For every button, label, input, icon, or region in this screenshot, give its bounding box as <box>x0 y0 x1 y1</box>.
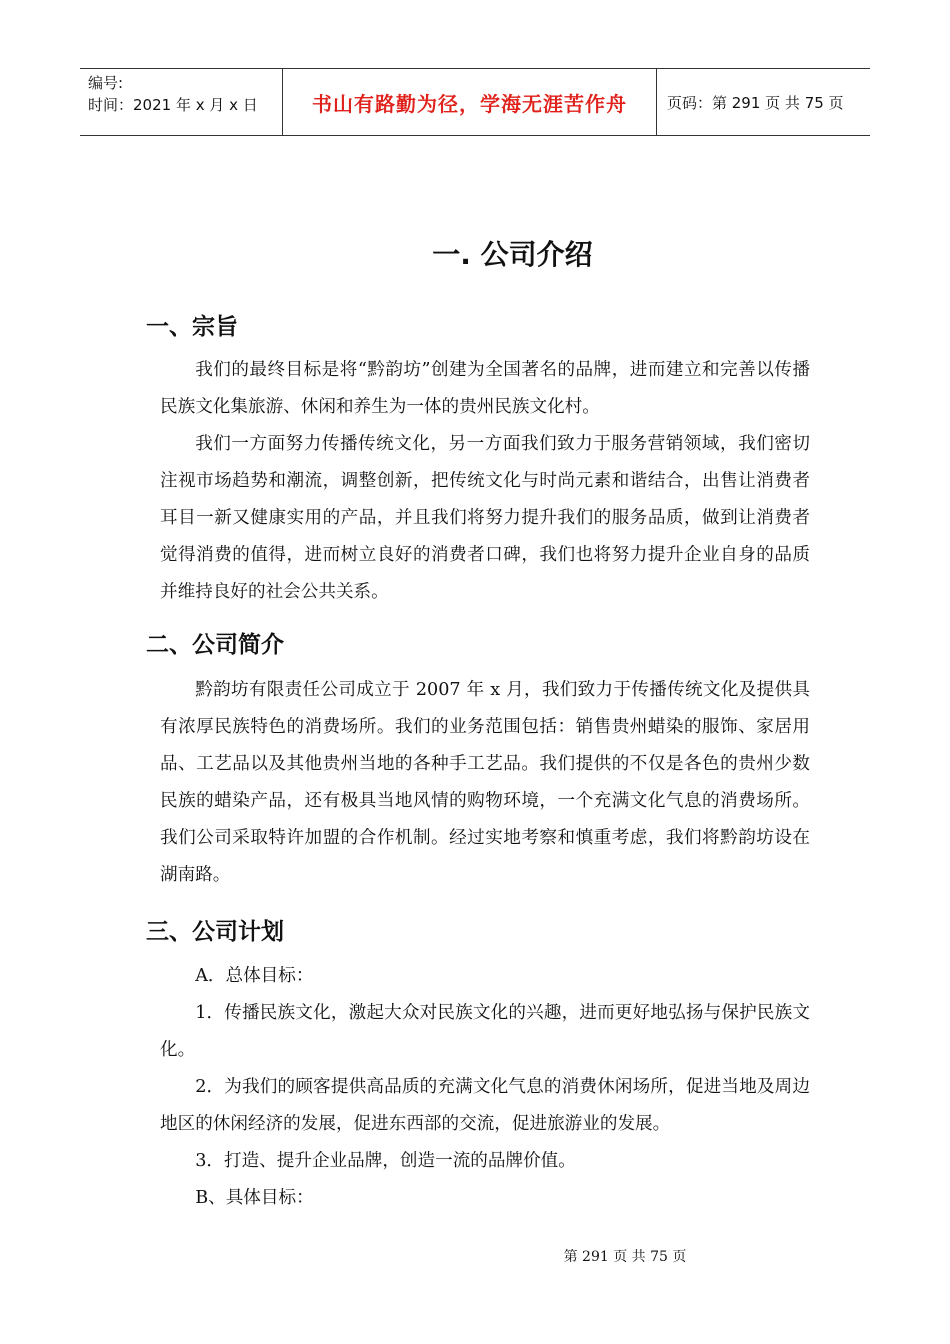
time-label: 时间：2021 年 x 月 x 日 <box>88 96 258 114</box>
header-page-code: 页码：第 291 页 共 75 页 <box>667 93 844 112</box>
header-motto: 书山有路勤为径，学海无涯苦作舟 <box>282 69 657 135</box>
section-heading-profile: 二、公司简介 <box>146 632 284 658</box>
section-heading-purpose: 一、宗旨 <box>146 314 238 340</box>
paragraph: 黔韵坊有限责任公司成立于 2007 年 x 月，我们致力于传播传统文化及提供具有浓厚民族特色的消费场所。我们的业务范围包括：销售贵州蜡染的服饰、家居用品、工艺品以及其他贵州当地的各种手工艺品。我们提供的不仅是各色的贵州少数民族的蜡染产品，还有极具当地风情的购物环境，一个充满文化气息的消费场所。我们公司采取特许加盟的合作机制。经过实地考察和慎重考虑，我们将黔韵坊设在湖南路。 <box>160 680 810 885</box>
paragraph: 1．传播民族文化，激起大众对民族文化的兴趣，进而更好地弘扬与保护民族文化。 <box>160 1003 810 1060</box>
paragraph: A．总体目标： <box>195 966 314 986</box>
paragraph: 我们的最终目标是将“黔韵坊”创建为全国著名的品牌，进而建立和完善以传播民族文化集旅游、休闲和养生为一体的贵州民族文化村。 <box>160 360 810 417</box>
section-body-profile <box>160 672 810 894</box>
paragraph: 3．打造、提升企业品牌，创造一流的品牌价值。 <box>195 1151 576 1171</box>
page-footer: 第 291 页 共 75 页 <box>563 1249 687 1265</box>
header-meta <box>80 69 282 135</box>
paragraph: B、具体目标： <box>195 1188 314 1208</box>
number-label: 编号: <box>88 74 124 92</box>
document-title: 一. 公司介绍 <box>432 238 593 271</box>
paragraph: 我们一方面努力传播传统文化，另一方面我们致力于服务营销领域，我们密切注视市场趋势和潮流，调整创新，把传统文化与时尚元素和谐结合，出售让消费者耳目一新又健康实用的产品，并且我们将努力提升我们的服务品质，做到让消费者觉得消费的值得，进而树立良好的消费者口碑，我们也将努力提升企业自身的品质并维持良好的社会公共关系。 <box>160 434 810 602</box>
section-body-plan <box>160 958 810 1217</box>
section-heading-plan: 三、公司计划 <box>146 919 284 945</box>
page-header <box>80 68 870 136</box>
section-body-purpose <box>160 352 810 611</box>
paragraph: 2．为我们的顾客提供高品质的充满文化气息的消费休闲场所，促进当地及周边地区的休闲经济的发展，促进东西部的交流，促进旅游业的发展。 <box>160 1077 810 1134</box>
